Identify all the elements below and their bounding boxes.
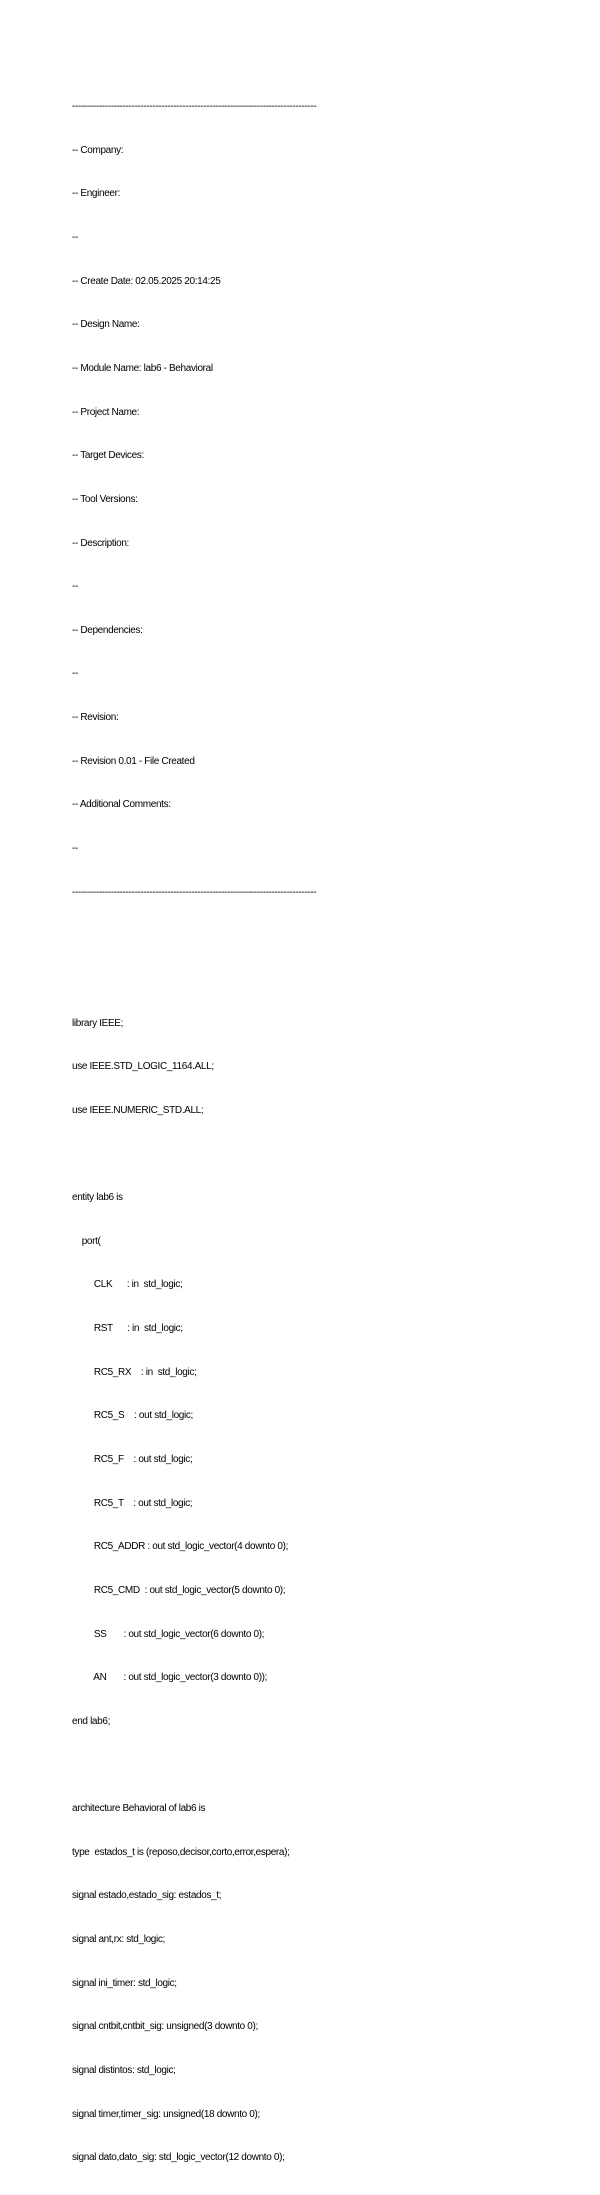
signal-ini-timer: signal ini_timer: std_logic;: [72, 1977, 177, 1989]
port-rc5-rx: RC5_RX : in std_logic;: [72, 1366, 197, 1378]
comment-tool-versions: -- Tool Versions:: [72, 493, 138, 505]
signal-timer: signal timer,timer_sig: unsigned(18 downto 0);: [72, 2108, 260, 2120]
comment-revision: -- Revision:: [72, 712, 119, 724]
comment-blank: --: [72, 581, 78, 593]
comment-create-date: -- Create Date: 02.05.2025 20:14:25: [72, 275, 221, 287]
comment-blank: --: [72, 668, 78, 680]
header-separator-top: ----------------------------------------------------------------------------------: [72, 101, 317, 113]
entity-end: end lab6;: [72, 1715, 110, 1727]
blank-line: [72, 1758, 316, 1773]
use-numeric-std: use IEEE.NUMERIC_STD.ALL;: [72, 1104, 204, 1116]
type-estados: type estados_t is (reposo,decisor,corto,error,espera);: [72, 1846, 290, 1858]
entity-declaration: entity lab6 is: [72, 1192, 123, 1204]
use-std-logic: use IEEE.STD_LOGIC_1164.ALL;: [72, 1061, 214, 1073]
comment-additional-comments: -- Additional Comments:: [72, 799, 171, 811]
comment-module-name: -- Module Name: lab6 - Behavioral: [72, 362, 213, 374]
comment-company: -- Company:: [72, 144, 124, 156]
comment-blank: --: [72, 842, 78, 854]
signal-estado: signal estado,estado_sig: estados_t;: [72, 1890, 222, 1902]
port-rc5-f: RC5_F : out std_logic;: [72, 1453, 193, 1465]
port-ss: SS : out std_logic_vector(6 downto 0);: [72, 1628, 265, 1640]
port-rc5-cmd: RC5_CMD : out std_logic_vector(5 downto 0);: [72, 1584, 286, 1596]
comment-target-devices: -- Target Devices:: [72, 450, 144, 462]
vhdl-source-code: [72, 71, 316, 2195]
comment-dependencies: -- Dependencies:: [72, 624, 143, 636]
blank-line: [72, 1147, 316, 1162]
comment-description: -- Description:: [72, 537, 129, 549]
signal-cntbit: signal cntbit,cntbit_sig: unsigned(3 downto 0);: [72, 2021, 258, 2033]
port-rst: RST : in std_logic;: [72, 1323, 183, 1335]
port-an: AN : out std_logic_vector(3 downto 0));: [72, 1672, 268, 1684]
comment-design-name: -- Design Name:: [72, 319, 140, 331]
blank-line: [72, 973, 316, 988]
signal-ant-rx: signal ant,rx: std_logic;: [72, 1934, 165, 1945]
comment-revision-version: -- Revision 0.01 - File Created: [72, 755, 195, 767]
port-clk: CLK : in std_logic;: [72, 1279, 183, 1291]
port-rc5-addr: RC5_ADDR : out std_logic_vector(4 downto 0);: [72, 1541, 288, 1553]
architecture-declaration: architecture Behavioral of lab6 is: [72, 1803, 206, 1815]
signal-distintos: signal distintos: std_logic;: [72, 2064, 176, 2076]
comment-blank: --: [72, 232, 78, 244]
header-separator-bottom: ----------------------------------------------------------------------------------: [72, 886, 317, 898]
blank-line: [72, 929, 316, 944]
comment-engineer: -- Engineer:: [72, 188, 121, 200]
signal-dato: signal dato,dato_sig: std_logic_vector(12 downto 0);: [72, 2152, 285, 2164]
port-rc5-t: RC5_T : out std_logic;: [72, 1497, 193, 1509]
comment-project-name: -- Project Name:: [72, 406, 140, 418]
library-declaration: library IEEE;: [72, 1017, 124, 1029]
port-rc5-s: RC5_S : out std_logic;: [72, 1410, 193, 1422]
port-open: port(: [72, 1235, 101, 1247]
